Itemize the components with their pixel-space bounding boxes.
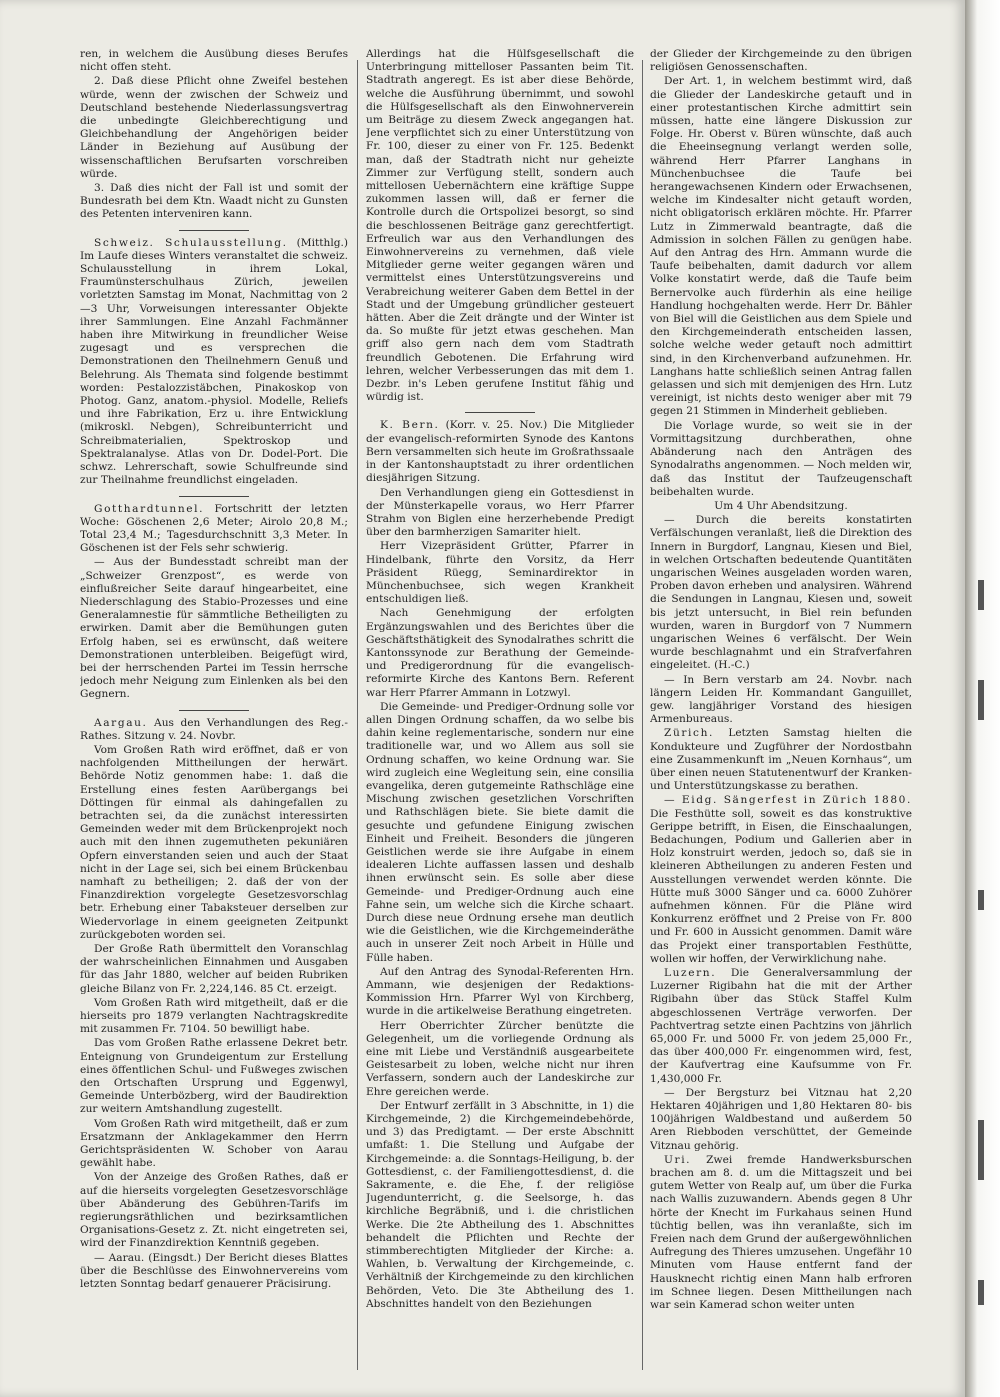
column-3 <box>650 48 912 1388</box>
article-heading: Luzern. <box>664 967 717 980</box>
article-heading: Schweiz. Schulausstellung. <box>94 236 288 249</box>
article-aargau <box>80 717 348 743</box>
separator-rule <box>465 412 535 413</box>
article-schulausstellung <box>80 237 348 488</box>
article-luzern <box>650 967 912 1086</box>
article-heading: Gotthardtunnel. <box>94 502 205 515</box>
article-text: Die Generalversammlung der Luzerner Rigibahn hat die mit der Arther Rigibahn über das Stück Staffel Kulm abgeschlossenen Verträge verworfen. Der Pachtvertrag setzte einen Pachtzins von jährlich 65,000 Fr. und 5000 Fr. von jedem 25,000 Fr., das über 400,000 Fr. eingenommen wird, fest, der Kaufvertrag eine Kaufsumme von Fr. 1,430,000 Fr. <box>650 967 912 1085</box>
paragraph: Auf den Antrag des Synodal-Referenten Hrn. Ammann, wie desjenigen der Redaktions-Kommission Hrn. Pfarrer Wyl von Kirchberg, wurde in die artikelweise Berathung eingetreten. <box>366 965 634 1018</box>
article-heading: Zürich. <box>664 727 714 740</box>
paragraph: — Aarau. (Eingsdt.) Der Bericht dieses Blattes über die Beschlüsse des Einwohnervereins vom letzten Sonntag bedarf genauerer Präcisirung. <box>80 1251 348 1291</box>
article-text: Fortschritt der letzten Woche: Göschenen 2,6 Meter; Airolo 20,8 M.; Total 23,4 M.; Tagesdurchschnitt 3,3 Meter. In Göschenen ist der Fels sehr schwierig. <box>80 502 348 555</box>
paragraph: 2. Daß diese Pflicht ohne Zweifel bestehen würde, wenn der zwischen der Schweiz und Deutschland bestehende Niederlassungsvertrag die unbedingte Gleichberechtigung und Gleichbehandlung der Angehörigen beider Länder in Beziehung auf Ausübung der wissenschaftlichen Berufsarten vorschreiben würde. <box>80 75 348 180</box>
paragraph: Das vom Großen Rathe erlassene Dekret betr. Enteignung von Grundeigentum zur Erstellung eines öffentlichen Schul- und Fußweges zwischen den Ortschaften Ursprung und Eggenwyl, Gemeinde Unterbözberg, wird der Baudirektion zur weitern Amtshandlung zugestellt. <box>80 1037 348 1116</box>
article-text: Die Festhütte soll, soweit es das konstruktive Gerippe betrifft, in Eisen, die Einschaalungen, Bedachungen, Podium und Gallerien aber in Holz konstruirt werden, jedoch so, daß sie in kleineren Abtheilungen zu anderen Festen und Ausstellungen verwendet werden könnte. Die Hütte muß 3000 Sänger und ca. 6000 Zuhörer aufnehmen können. Für die Pläne wird Konkurrenz eröffnet und 2 Preise von Fr. 800 und Fr. 600 in Aussicht genommen. Damit wäre das Projekt einer transportablen Festhütte, wollen wir hoffen, der Verwirklichung nahe. <box>650 807 912 965</box>
article-text: Aus den Verhandlungen des Reg.-Rathes. Sitzung v. 24. Novbr. <box>80 716 348 742</box>
paragraph: — Der Bergsturz bei Vitznau hat 2,20 Hektaren 40jährigen und 1,80 Hektaren 80- bis 100jährigen Waldbestand und außerdem 50 Aren Riebboden verschüttet, der Gemeinde Vitznau gehörig. <box>650 1086 912 1152</box>
paragraph: Nach Genehmigung der erfolgten Ergänzungswahlen und des Berichtes über die Geschäftsthätigkeit des Synodalrathes schritt die Kantonssynode zur Berathung der Gemeinde- und Predigerordnung für die evangelisch-reformirte Kirche des Kantons Bern. Referent war Herr Pfarrer Ammann in Lotzwyl. <box>366 607 634 699</box>
paragraph: Der Entwurf zerfällt in 3 Abschnitte, in 1) die Kirchgemeinde, 2) die Kirchgemeindebehörde, und 3) das Predigtamt. — Der erste Abschnitt umfaßt: 1. Die Stellung und Aufgabe der Kirchgemeinde: a. die Sonntags-Heiligung, b. der Gottesdienst, c. der Familiengottesdienst, d. die Sakramente, e. die Ehe, f. der religiöse Jugendunterricht, g. die Seelsorge, h. das kirchliche Begräbniß, und i. die christlichen Werke. Die 2te Abtheilung des 1. Abschnittes behandelt die Pflichten und Rechte der stimmberechtigten Mitglieder der Kirche: a. Wahlen, b. Verwaltung der Kirchgemeinde, c. Verhältniß der Kirchgemeinde zu den kirchlichen Behörden, Veto. Die 3te Abtheilung des 1. Abschnittes handelt von den Beziehungen <box>366 1099 634 1310</box>
column-divider <box>642 60 643 1370</box>
article-gotthardtunnel <box>80 503 348 556</box>
article-heading: Uri. <box>664 1153 692 1166</box>
paragraph: Der Große Rath übermittelt den Voranschlag der wahrscheinlichen Einnahmen und Ausgaben für das Jahr 1880, welcher auf beiden Rubriken gleiche Bilanz von Fr. 2,224,146. 85 Ct. erzeigt. <box>80 943 348 995</box>
paragraph: Allerdings hat die Hülfsgesellschaft die Unterbringung mittelloser Passanten beim Tit. Stadtrath angeregt. Es ist aber diese Behörde, welche die Ausführung übernimmt, und sowohl die Hülfsgesellschaft als den Einwohnerverein um Beiträge zu diesem Zweck angegangen hat. Jene verpflichtet sich zu einer Unterstützung von Fr. 100, dieser zu einer von Fr. 125. Bedenkt man, daß der Stadtrath nicht nur geheizte Zimmer zur Verfügung stellt, sondern auch mittellosen Uebernächtern eine kräftige Suppe zukommen lassen will, daß er ferner die Kontrolle durch die Ortspolizei besorgt, so sind die beschlossenen Beiträge ganz gerechtfertigt. Erfreulich war aus den Verhandlungen des Einwohnervereins zu vernehmen, daß viele Mitglieder gerne weiter gegangen wären und vermittelst eines Unterstützungsvereins und Verabreichung weiterer Gaben dem Bettel in der Stadt und der Umgebung gründlicher gesteuert hätten. Aber die Zeit drängte und der Winter ist da. So mußte für jetzt etwas geschehen. Man griff also gern nach dem vom Stadtrath freundlich Gebotenen. Die Erfahrung wird lehren, welcher Verbesserungen das mit dem 1. Dezbr. in's Leben gerufene Institut fähig und würdig ist. <box>366 48 634 404</box>
paragraph: Um 4 Uhr Abendsitzung. <box>714 499 848 512</box>
edge-marks <box>972 560 992 1360</box>
paragraph: der Glieder der Kirchgemeinde zu den übrigen religiösen Genossenschaften. <box>650 48 912 74</box>
paragraph: Vom Großen Rath wird mitgetheilt, daß er zum Ersatzmann der Anklagekammer den Herrn Gerichtspräsidenten W. Schober von Aarau gewählt habe. <box>80 1117 348 1170</box>
column-1 <box>80 48 348 1388</box>
paragraph: Vom Großen Rath wird mitgetheilt, daß er die hierseits pro 1879 verlangten Nachtragskredite mit zusammen Fr. 7104. 50 bewilligt habe. <box>80 996 348 1036</box>
paragraph: Von der Anzeige des Großen Rathes, daß er auf die hierseits vorgelegten Gesetzesvorschläge über Abänderung des Gebühren-Tarifs im regierungsräthlichen und bezirksamtlichen Organisations-Gesetz z. Zt. nicht eingetreten sei, wird der Finanzdirektion Kenntniß gegeben. <box>80 1171 348 1250</box>
column-2 <box>366 48 634 1388</box>
paragraph: ren, in welchem die Ausübung dieses Berufes nicht offen steht. <box>80 48 348 74</box>
separator-rule <box>179 230 249 231</box>
article-bern <box>366 419 634 485</box>
paragraph: Den Verhandlungen gieng ein Gottesdienst in der Münsterkapelle voraus, wo Herr Pfarrer Strahm von Biglen eine herzerhebende Predigt über den barmherzigen Samariter hielt. <box>366 486 634 539</box>
paragraph: Herr Vizepräsident Grütter, Pfarrer in Hindelbank, führte den Vorsitz, da Herr Präsident Rüegg, Seminardirektor in Münchenbuchsee, sich wegen Krankheit entschuldigen ließ. <box>366 540 634 606</box>
paragraph: Die Vorlage wurde, so weit sie in der Vormittagsitzung durchberathen, ohne Abänderung nach den Anträgen des Synodalraths angenommen. — Noch melden wir, daß das Institut der Taufzeugenschaft beibehalten wurde. <box>650 419 912 498</box>
article-heading: K. Bern. <box>380 419 440 432</box>
article-text: (Mitthlg.) Im Laufe dieses Winters veranstaltet die schweiz. Schulausstellung in ihrem Lokal, Fraumünsterschulhaus Zürich, jeweilen vorletzten Samstag im Monat, Nachmittag von 2—3 Uhr, Vorweisungen interessanter Objekte ihrer Sammlungen. Eine Anzahl Fachmänner haben ihre Mitwirkung in freundlicher Weise zugesagt und es versprechen die Demonstrationen den Theilnehmern Genuß und Belehrung. Als Themata sind folgende bestimmt worden: Pestalozzistäbchen, Pinakoskop von Photog. Ganz, anatom.-physiol. Modelle, Reliefs und ihre Fabrikation, Erz u. ihre Entwicklung (mikroskl. Nebgen), Schreibunterricht und Schreibmaterialien, Spektroskop und Spektralanalyse. Atlas von Dr. Dodel-Port. Die schwz. Lehrerschaft, sowie Schulfreunde sind zur Theilnahme freundlichst eingeladen. <box>80 236 348 487</box>
separator-rule <box>179 710 249 711</box>
article-text: (Korr. v. 25. Nov.) Die Mitglieder der evangelisch-reformirten Synode des Kantons Bern versammelten sich heute im Großrathssaale in der Kantonshauptstadt zu ihrer ordentlichen diesjährigen Sitzung. <box>366 419 634 485</box>
article-uri <box>650 1154 912 1312</box>
paragraph: Die Gemeinde- und Prediger-Ordnung solle vor allen Dingen Ordnung schaffen, da wo selbe bis dahin keine reglementarische, sondern nur eine traditionelle war, und wo Allem aus soll sie Ordnung schaffen, wo keine Ordnung war. Sie wird zugleich eine Wegleitung sein, eine consilia evangelika, deren gutgemeinte Rathschläge eine Mischung zwischen gesetzlichen Vorschriften und Rathschlägen biete. Sie biete damit die gesuchte und gefundene Einigung zwischen Einheit und Freiheit. Besonders die jüngeren Geistlichen werde sie ihre Aufgabe in einem idealeren Lichte auffassen lassen und deshalb ihnen erwünscht sein. Es solle aber diese Gemeinde- und Prediger-Ordnung auch eine Fahne sein, um welche sich die Kirche schaart. Durch diese neue Ordnung ersehe man deutlich wie die Geistlichen, wie die Kirchgemeinderäthe auch in unserer Zeit noch Arbeit in Hülle und Fülle haben. <box>366 700 634 964</box>
paragraph: — In Bern verstarb am 24. Novbr. nach längern Leiden Hr. Kommandant Ganguillet, gew. langjähriger Vorstand des hiesigen Armenbureaus. <box>650 673 912 726</box>
paragraph: Herr Oberrichter Zürcher benützte die Gelegenheit, um die vorliegende Ordnung als eine mit Liebe und Verständniß ausgearbeitete Geistesarbeit zu loben, welche nicht nur ihren Verfassern, sondern auch der Landeskirche zur Ehre gereichen werde. <box>366 1019 634 1098</box>
separator-rule <box>179 496 249 497</box>
article-text: Zwei fremde Handwerksburschen brachen am 8. d. um die Mittagszeit und bei gutem Wetter von Realp auf, um über die Furka nach Wallis zuzuwandern. Abends gegen 8 Uhr hörte der Knecht im Furkahaus seinen Hund tüchtig bellen, was ihn veranlaßte, sich im Freien nach dem Grund der außergewöhnlichen Aufregung des Thieres umzusehen. Ungefähr 10 Minuten vom Hause entfernt fand der Hausknecht richtig einen Mann halb erfroren im Schnee liegen. Desen Mittheilungen nach war sein Kamerad schon weiter unten <box>650 1153 912 1312</box>
paragraph: 3. Daß dies nicht der Fall ist und somit der Bundesrath bei dem Ktn. Waadt nicht zu Gunsten des Petenten interveniren kann. <box>80 182 348 221</box>
article-zurich <box>650 727 912 793</box>
paragraph: Vom Großen Rath wird eröffnet, daß er von nachfolgenden Mittheilungen der herwärt. Behörde Notiz genommen habe: 1. daß die Erstellung eines festen Aarübergangs bei Döttingen für einmal als dahingefallen zu betrachten sei, da die zunächst interessirten Gemeinden weder mit dem Brückenprojekt noch auch mit den ihnen zugemutheten pekuniären Opfern einverstanden seien und auch der Staat nicht in der Lage sei, sich bei einem Brückenbau namhaft zu betheiligen; 2. daß der von der Finanzdirektion vorgelegte Gesetzesvorschlag betr. Erhebung einer Tabaksteuer derselben zur Wiedervorlage in einem geeigneten Zeitpunkt zurückgeboten worden sei. <box>80 743 348 941</box>
article-heading: Aargau. <box>94 716 148 729</box>
article-saengerfest <box>650 794 912 966</box>
article-heading: — Eidg. Sängerfest in Zürich 1880. <box>664 794 912 807</box>
article-text: Letzten Samstag hielten die Kondukteure und Zugführer der Nordostbahn eine Zusammenkunft im „Neuen Kornhaus“, um über einen neuen Statutenentwurf der Kranken- und Unterstützungskasse zu berathen. <box>650 727 912 793</box>
paragraph: — Durch die bereits konstatirten Verfälschungen veranlaßt, ließ die Direktion des Innern in Burgdorf, Langnau, Kiesen und Biel, in welchen Ortschaften bedeutende Quantitäten ungarischen Weines ausgeladen worden waren, Proben davon erheben und analysiren. Während die Sendungen in Langnau, Kiesen und, soweit bis jetzt untersucht, in Biel rein befunden wurden, waren in Burgdorf von 7 Nummern ungarischen Weines 6 verfälscht. Der Wein wurde beschlagnahmt und ein Strafverfahren eingeleitet. (H.-C.) <box>650 514 912 672</box>
paragraph: Der Art. 1, in welchem bestimmt wird, daß die Glieder der Landeskirche getauft und in einer protestantischen Kirche admittirt sein müssen, hatte eine längere Diskussion zur Folge. Hr. Oberst v. Büren wünschte, daß auch die Eheeinsegnung verlangt werden solle, während Herr Pfarrer Langhans in Münchenbuchsee die Taufe bei herangewachsenen Kindern oder Erwachsenen, welche im Kindesalter nicht getauft worden, nicht obligatorisch erklären möchte. Hr. Pfarrer Lutz in Zimmerwald beantragte, daß die Admission in solchen Fällen zu genügen habe. Auf den Antrag des Hrn. Ammann wurde die Taufe beibehalten, damit dadurch vor allem Volke konstatirt werde, daß die Taufe beim Bernervolke auch fürderhin als eine heilige Handlung hochgehalten werde. Herr Dr. Bähler von Biel will die Geistlichen aus dem Spiele und den Kirchgemeinderath entscheiden lassen, solche welche weder getauft noch admittirt sind, in den Kirchenverband aufzunehmen. Hr. Langhans hatte schließlich seinen Antrag fallen gelassen und sich mit demjenigen des Hrn. Lutz vereinigt, ist nichts desto weniger aber mit 79 gegen 21 Stimmen in Minderheit geblieben. <box>650 75 912 418</box>
paragraph: — Aus der Bundesstadt schreibt man der „Schweizer Grenzpost“, es werde von einflußreicher Seite darauf hingearbeitet, eine Niederschlagung des Stabio-Prozesses und eine Generalamnestie für sämmtliche Betheiligten zu erwirken. Damit aber die Bemühungen guten Erfolg haben, sei es erwünscht, daß weitere Demonstrationen unterbleiben. Beigefügt wird, bei der herrschenden Partei im Tessin herrsche jedoch mehr Neigung zum Einlenken als bei den Gegnern. <box>80 556 348 701</box>
column-divider <box>357 60 358 1370</box>
